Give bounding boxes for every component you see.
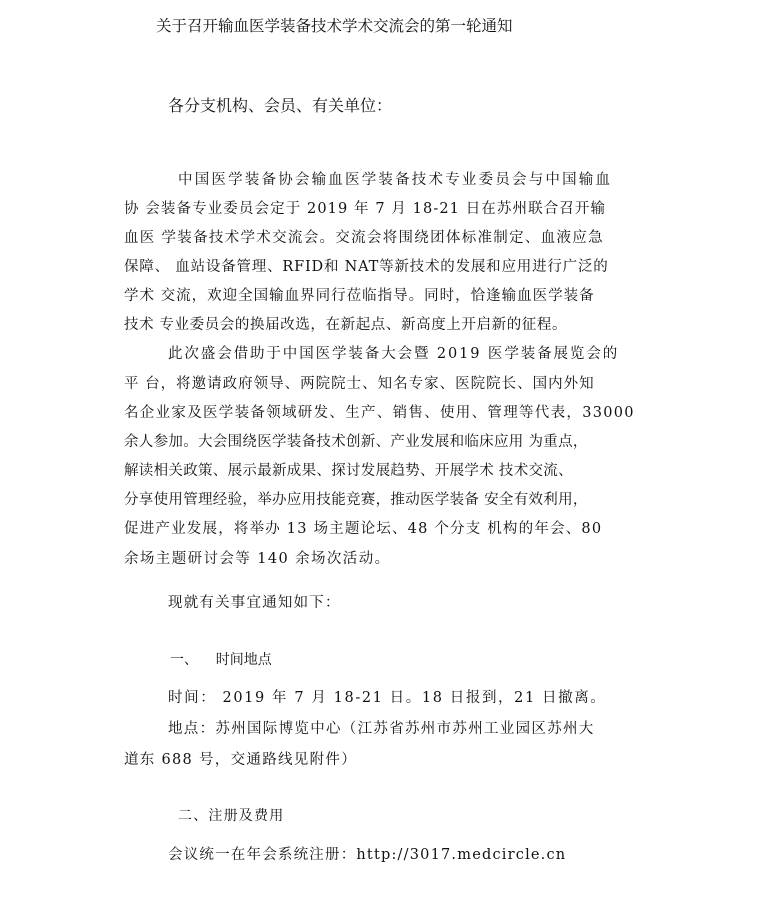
paragraph-1-line-3: 血医 学装备技术学术交流会。交流会将围绕团体标准制定、血液应急 <box>124 230 604 246</box>
section-1-time: 时间： 2019 年 7 月 18-21 日。18 日报到，21 日撤离。 <box>168 690 607 706</box>
document-title: 关于召开输血医学装备技术学术交流会的第一轮通知 <box>156 17 513 35</box>
section-1-place-line-2: 道东 688 号，交通路线见附件） <box>124 752 357 768</box>
section-1-heading: 一、 时间地点 <box>170 652 272 668</box>
section-2-heading: 二、注册及费用 <box>178 808 285 824</box>
paragraph-1-line-2: 协 会装备专业委员会定于 2019 年 7 月 18-21 日在苏州联合召开输 <box>124 201 607 217</box>
paragraph-2-line-8: 余场主题研讨会等 140 余场次活动。 <box>124 551 391 567</box>
notice-intro: 现就有关事宜通知如下： <box>168 595 341 611</box>
paragraph-2-line-2: 平 台，将邀请政府领导、两院院士、知名专家、医院院长、国内外知 <box>124 376 595 392</box>
paragraph-2-line-1: 此次盛会借助于中国医学装备大会暨 2019 医学装备展览会的 <box>168 346 620 362</box>
paragraph-2-line-3: 名企业家及医学装备领域研发、生产、销售、使用、管理等代表，33000 <box>124 405 635 421</box>
paragraph-1-line-4: 保障、 血站设备管理、RFID和 NAT等新技术的发展和应用进行广泛的 <box>124 259 609 275</box>
paragraph-2-line-6: 分享使用管理经验，举办应用技能竞赛，推动医学装备 安全有效利用， <box>124 492 588 508</box>
paragraph-1-line-1: 中国医学装备协会输血医学装备技术专业委员会与中国输血 <box>178 172 613 188</box>
paragraph-2-line-7: 促进产业发展，将举办 13 场主题论坛、48 个分支 机构的年会、80 <box>124 521 603 537</box>
paragraph-2-line-5: 解读相关政策、展示最新成果、探讨发展趋势、开展学术 技术交流、 <box>124 463 573 479</box>
paragraph-1-line-6: 技术 专业委员会的换届改选，在新起点、新高度上开启新的征程。 <box>124 317 568 333</box>
section-2-registration: 会议统一在年会系统注册：http://3017.medcircle.cn <box>168 847 567 863</box>
paragraph-2-line-4: 余人参加。大会围绕医学装备技术创新、产业发展和临床应用 为重点， <box>124 434 588 450</box>
salutation: 各分支机构、会员、有关单位： <box>168 96 393 115</box>
section-1-place-line-1: 地点：苏州国际博览中心（江苏省苏州市苏州工业园区苏州大 <box>168 721 595 737</box>
paragraph-1-line-5: 学术 交流，欢迎全国输血界同行莅临指导。同时，恰逢输血医学装备 <box>124 288 595 304</box>
